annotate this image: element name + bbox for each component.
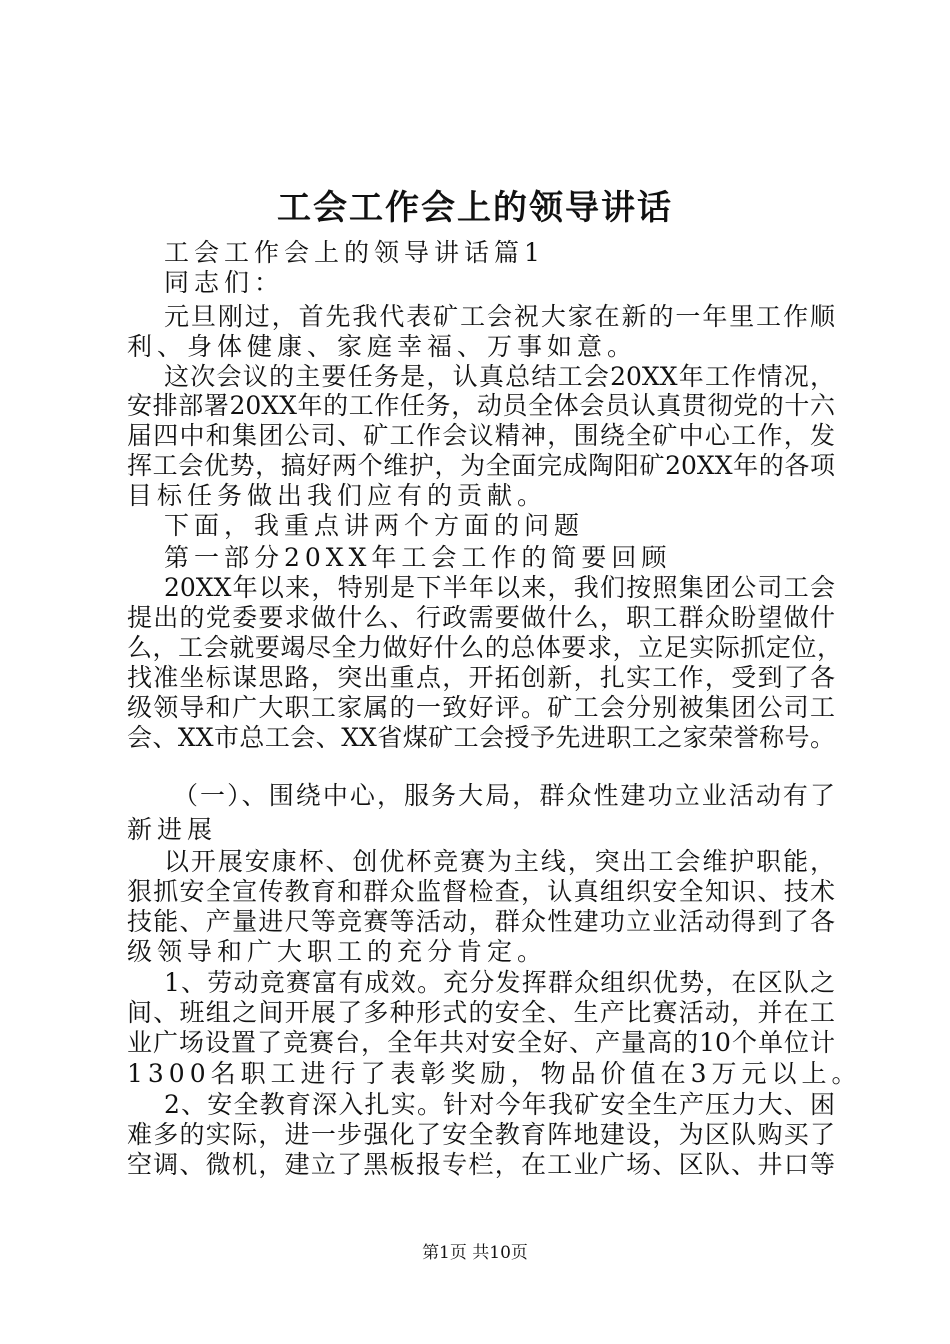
text-line: 1300名职工进行了表彰奖励，物品价值在3万元以上。 bbox=[127, 1059, 862, 1088]
text-line: 1、劳动竞赛富有成效。充分发挥群众组织优势，在区队之 bbox=[164, 968, 835, 997]
text-line: 找准坐标谋思路，突出重点，开拓创新，扎实工作，受到了各 bbox=[127, 663, 835, 692]
text-line: 利、身体健康、家庭幸福、万事如意。 bbox=[127, 332, 638, 361]
text-line: 目标任务做出我们应有的贡献。 bbox=[127, 481, 548, 510]
page-footer: 第1页 共10页 bbox=[422, 1243, 528, 1263]
text-line: 技能、产量进尺等竞赛等活动，群众性建功立业活动得到了各 bbox=[127, 907, 835, 936]
text-line: 届四中和集团公司、矿工作会议精神，围绕全矿中心工作，发 bbox=[127, 421, 835, 450]
text-line: 这次会议的主要任务是，认真总结工会20XX年工作情况， bbox=[164, 362, 835, 391]
text-line: 以开展安康杯、创优杯竞赛为主线，突出工会维护职能， bbox=[164, 847, 835, 876]
text-line: 难多的实际，进一步强化了安全教育阵地建设，为区队购买了 bbox=[127, 1120, 835, 1149]
text-line: 级领导和广大职工家属的一致好评。矿工会分别被集团公司工 bbox=[127, 693, 835, 722]
text-line: 空调、微机，建立了黑板报专栏，在工业广场、区队、井口等 bbox=[127, 1150, 835, 1179]
subsection-heading: （一）、围绕中心，服务大局，群众性建功立业活动有了 bbox=[173, 781, 835, 810]
text-line: 20XX年以来，特别是下半年以来，我们按照集团公司工会 bbox=[164, 573, 835, 602]
text-line: 业广场设置了竞赛台，全年共对安全好、产量高的10个单位计 bbox=[127, 1028, 835, 1057]
text-line: 间、班组之间开展了多种形式的安全、生产比赛活动，并在工 bbox=[127, 998, 835, 1027]
subtitle-line: 工会工作会上的领导讲话篇1 bbox=[164, 238, 545, 267]
section-heading: 第一部分20XX年工会工作的简要回顾 bbox=[164, 543, 672, 572]
text-line: 狠抓安全宣传教育和群众监督检查，认真组织安全知识、技术 bbox=[127, 877, 835, 906]
text-line: 元旦刚过，首先我代表矿工会祝大家在新的一年里工作顺 bbox=[164, 302, 835, 331]
document-title: 工会工作会上的领导讲话 bbox=[277, 188, 673, 228]
text-line: 级领导和广大职工的充分肯定。 bbox=[127, 937, 548, 966]
text-line: 下面，我重点讲两个方面的问题 bbox=[164, 511, 585, 540]
text-line: 安排部署20XX年的工作任务，动员全体会员认真贯彻党的十六 bbox=[127, 391, 835, 420]
subsection-heading: 新进展 bbox=[127, 815, 218, 844]
text-line: 提出的党委要求做什么、行政需要做什么，职工群众盼望做什 bbox=[127, 603, 835, 632]
text-line: 2、安全教育深入扎实。针对今年我矿安全生产压力大、困 bbox=[164, 1090, 835, 1119]
salutation: 同志们： bbox=[164, 268, 285, 297]
text-line: 会、XX市总工会、XX省煤矿工会授予先进职工之家荣誉称号。 bbox=[127, 723, 835, 752]
text-line: 挥工会优势，搞好两个维护，为全面完成陶阳矿20XX年的各项 bbox=[127, 451, 835, 480]
text-line: 么，工会就要竭尽全力做好什么的总体要求，立足实际抓定位， bbox=[127, 633, 842, 662]
